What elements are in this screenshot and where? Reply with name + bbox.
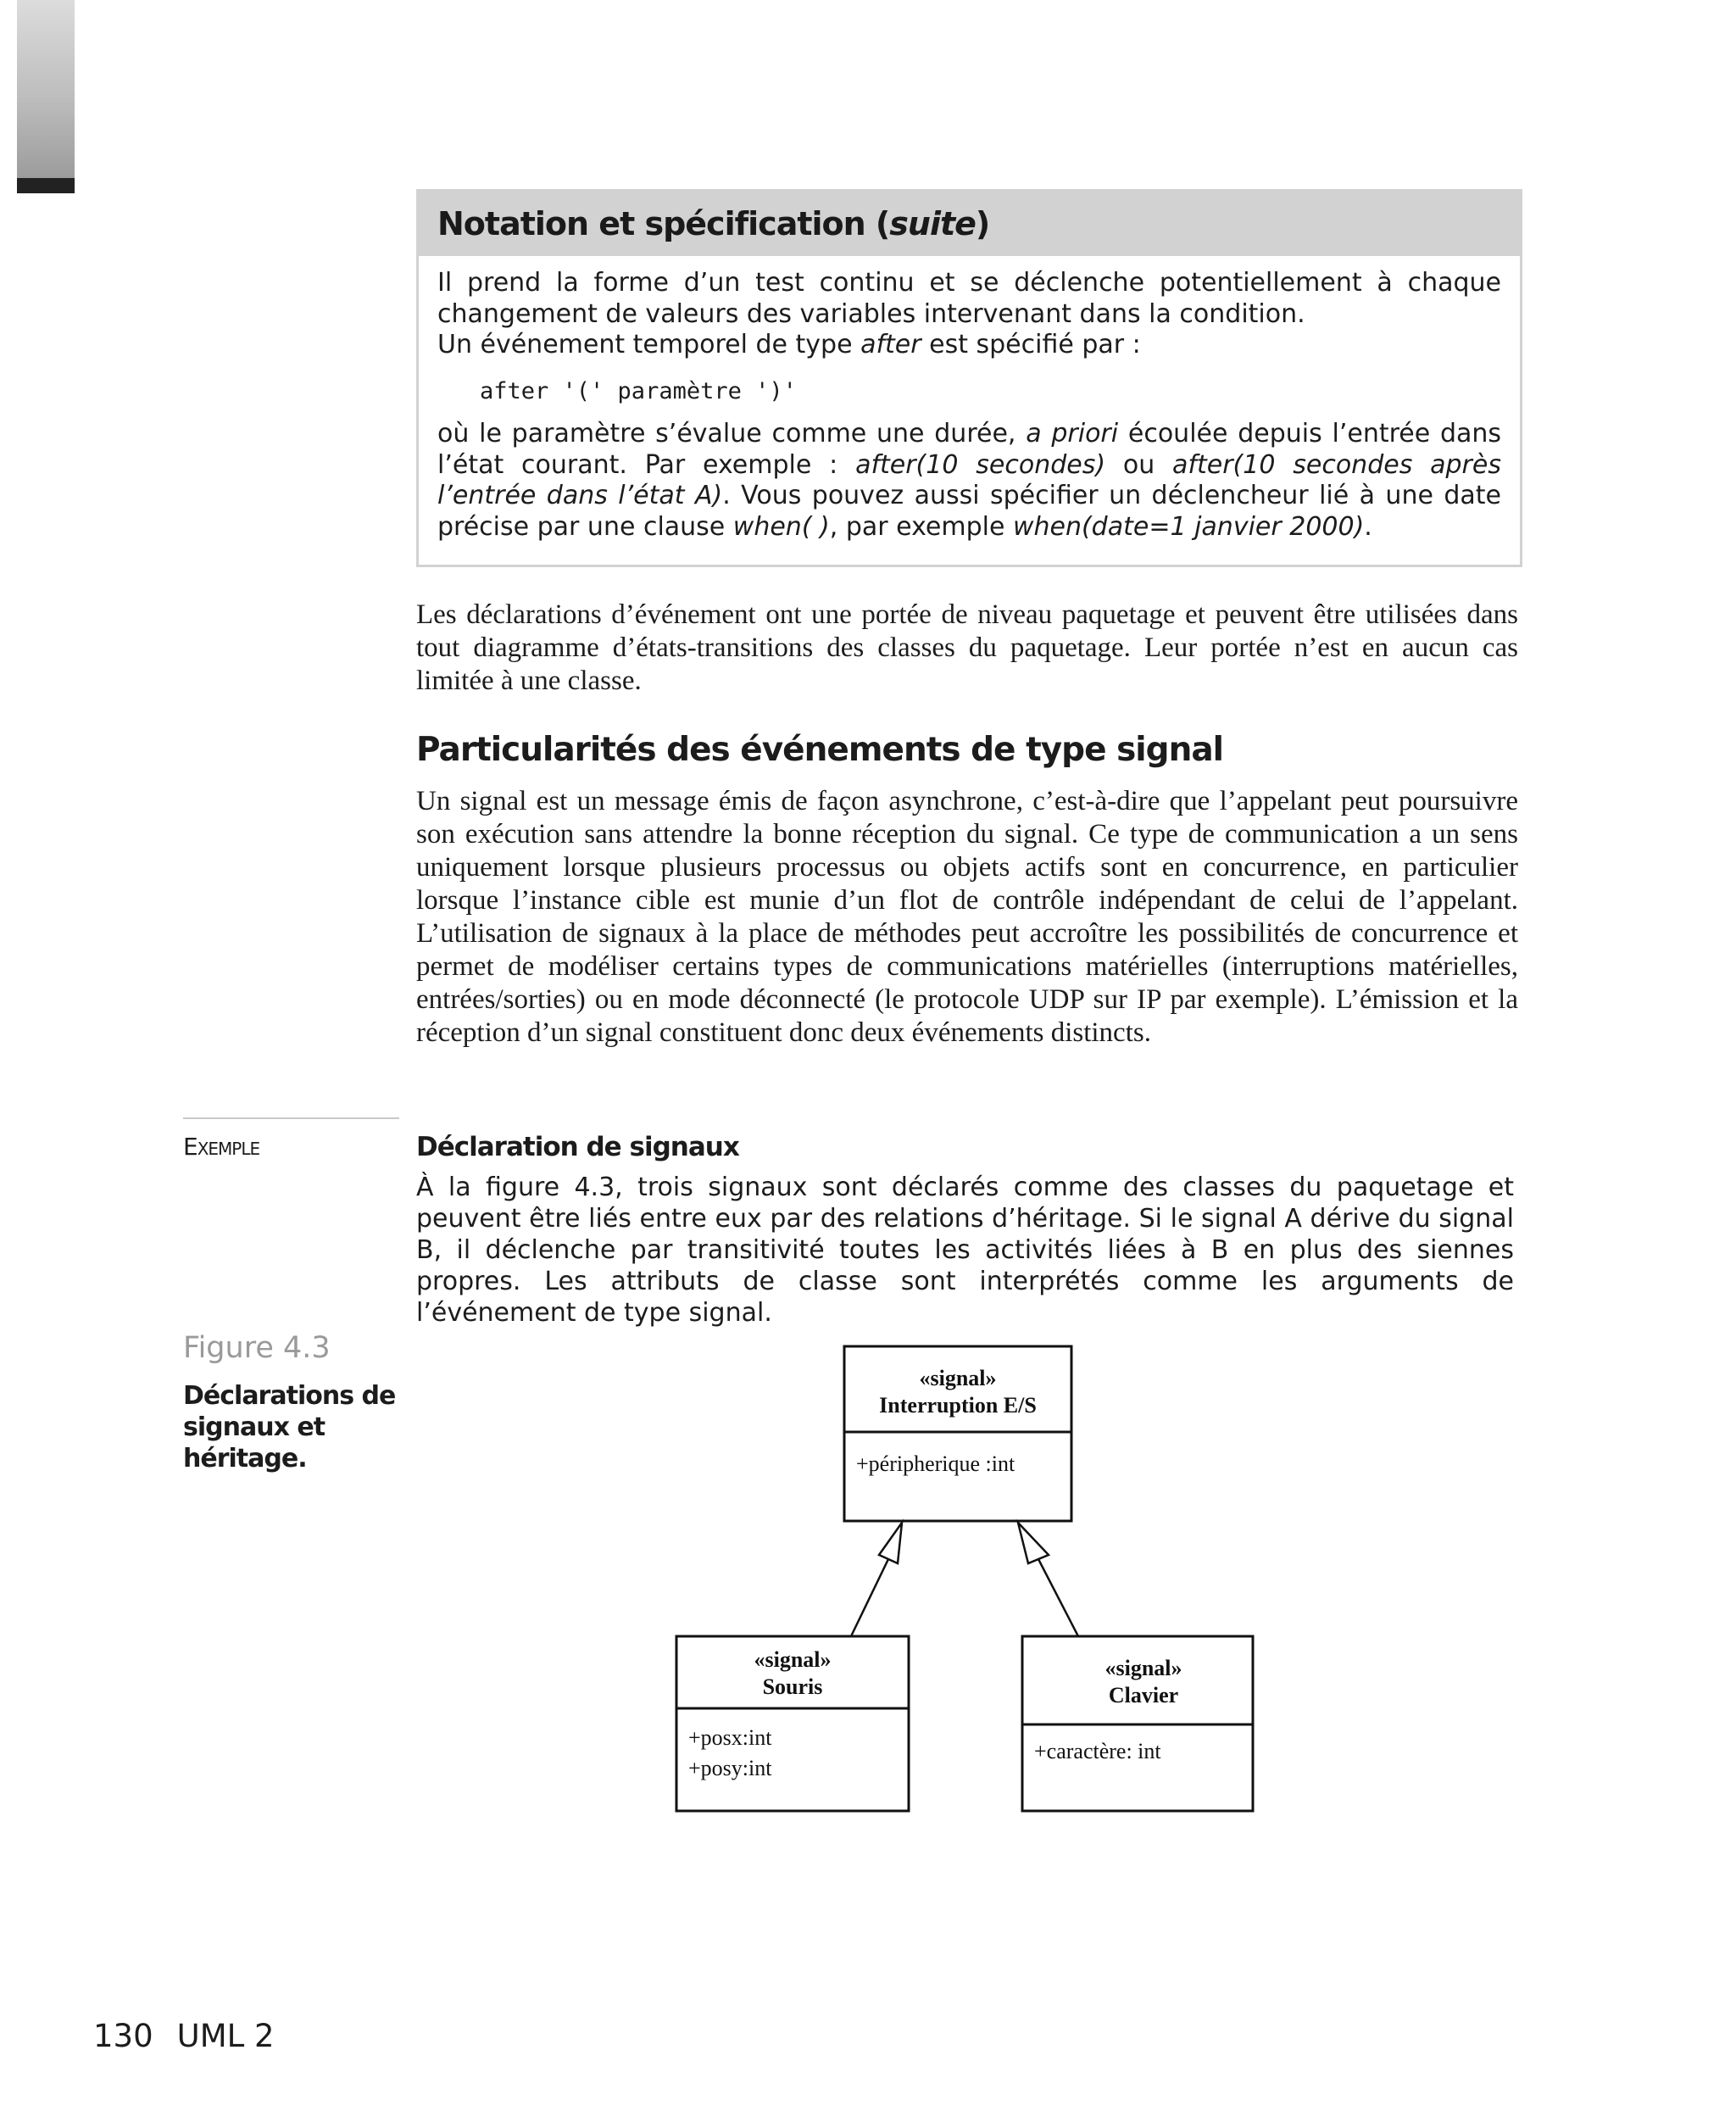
clavier-stereotype: «signal» <box>1104 1656 1182 1680</box>
inheritance-line-left <box>851 1559 888 1636</box>
souris-attribute-posy: +posy:int <box>688 1756 772 1780</box>
notation-para-1: Il prend la forme d’un test continu et se déclenche potentiellement à chaque changement de valeurs des variables intervenant dans la condition. <box>437 268 1501 329</box>
example-label: Exemple <box>183 1133 260 1161</box>
inheritance-arrowhead-right <box>1018 1523 1049 1563</box>
notation-para-2: Un événement temporel de type after est spécifié par : <box>437 330 1141 359</box>
notation-box-title: Notation et spécification (suite) <box>419 192 1520 256</box>
souris-name: Souris <box>762 1674 823 1699</box>
figure-caption: Déclarations de signaux et héritage. <box>183 1381 396 1473</box>
page-number: 130 <box>93 2018 153 2054</box>
section-heading: Particularités des événements de type signal <box>416 731 1224 769</box>
parent-attribute: +péripherique :int <box>856 1451 1015 1476</box>
book-title: UML 2 <box>176 2018 275 2054</box>
example-text: À la figure 4.3, trois signaux sont déclarés comme des classes du paquetage et peuvent être liés entre eux par des relations d’héritage. Si le signal A dérive du signal B, il déclenche par transitivité toutes les activités liées à B en plus des siennes propres. Les attributs de classe sont interprétés comme les arguments de l’événement de type signal. <box>416 1173 1514 1328</box>
parent-name: Interruption E/S <box>879 1393 1037 1418</box>
parent-stereotype: «signal» <box>919 1366 997 1390</box>
clavier-attribute: +caractère: int <box>1034 1739 1161 1763</box>
page-footer <box>93 2018 298 2054</box>
signal-text: Un signal est un message émis de façon asynchrone, c’est-à-dire que l’appelant peut poursuivre son exécution sans attendre la bonne réception du signal. Ce type de communication a un sens uniquement lorsque plusieurs processus ou objets actifs sont en concurrence, en particulier lorsque l’instance cible est munie d’un flot de contrôle indépendant de celui de l’appelant. L’utilisation de signaux à la place de méthodes peut accroître les possibilités de concurrence et permet de modéliser certains types de communications matérielles (interruptions matérielles, entrées/sorties) ou en mode déconnecté (le protocole UDP sur IP par exemple). L’émission et la réception d’un signal constituent donc deux événements distincts. <box>416 786 1518 1048</box>
clavier-name: Clavier <box>1108 1683 1179 1707</box>
souris-attribute-posx: +posx:int <box>688 1725 772 1750</box>
declarations-text: Les déclarations d’événement ont une portée de niveau paquetage et peuvent être utilisées dans tout diagramme d’états-transitions des classes du paquetage. Leur portée n’est en aucun cas limitée à une classe. <box>416 599 1518 696</box>
souris-stereotype: «signal» <box>754 1647 832 1672</box>
example-title: Déclaration de signaux <box>416 1132 739 1162</box>
inheritance-arrowhead-left <box>879 1523 902 1563</box>
figure-number: Figure 4.3 <box>183 1331 331 1365</box>
inheritance-line-right <box>1038 1559 1078 1636</box>
notation-code: after '(' paramètre ')' <box>480 377 797 404</box>
notation-para-3: où le paramètre s’évalue comme une durée, a priori écoulée depuis l’entrée dans l’état courant. Par exemple : after(10 secondes) ou after(10 secondes après l’entrée dans l’état A). Vous pouvez aussi spécifier un déclencheur lié à une date précise par une clause when( ), par exemple when(date=1 janvier 2000). <box>437 419 1502 542</box>
